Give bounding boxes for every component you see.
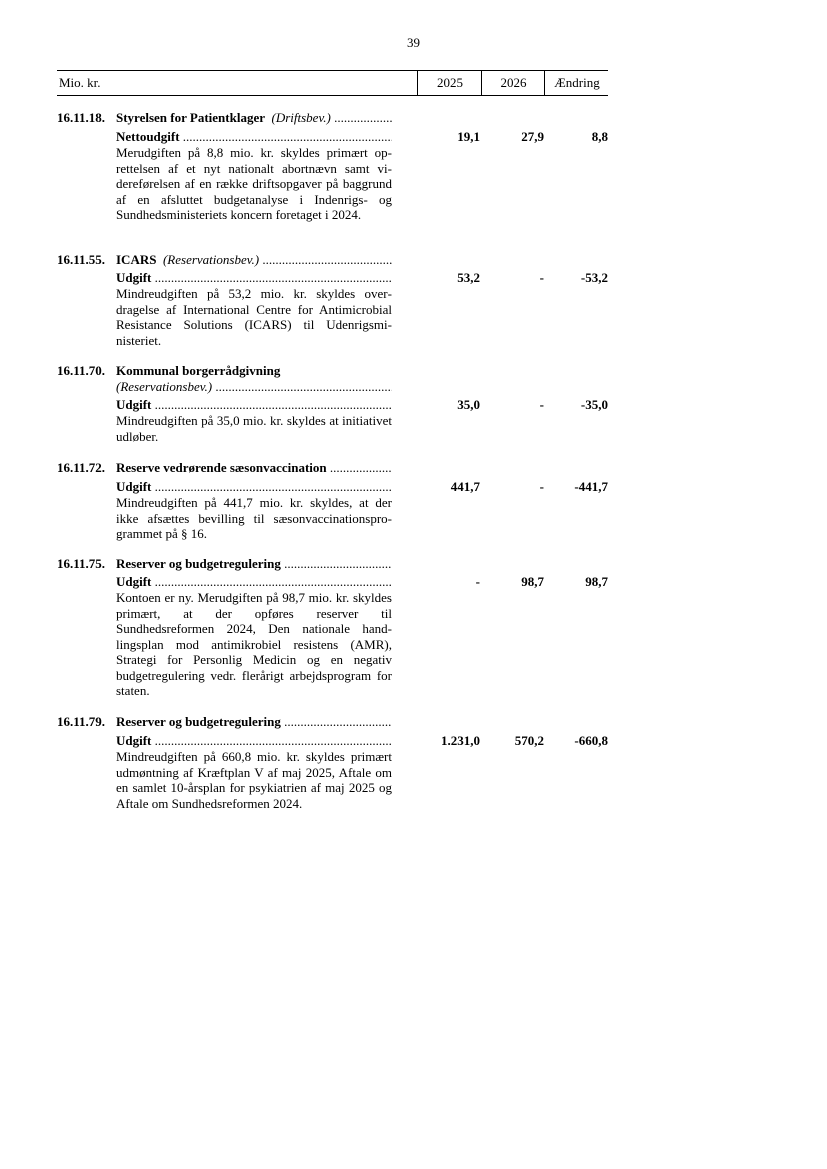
value-change: -35,0 xyxy=(580,397,608,412)
amount-label-line xyxy=(116,270,392,286)
value-change: -441,7 xyxy=(574,479,608,494)
unit-label: Mio. kr. xyxy=(59,75,101,90)
account-title: Reserver og budgetregulering xyxy=(116,714,281,729)
value-change: 8,8 xyxy=(591,129,608,144)
amount-label: Udgift xyxy=(116,479,152,494)
appropriation-type: (Reservationsbev.) xyxy=(162,252,260,267)
account-title: Reserve vedrørende sæsonvaccination xyxy=(116,460,327,475)
amount-label: Udgift xyxy=(116,270,152,285)
value-2025: - xyxy=(475,574,480,589)
value-2026: - xyxy=(539,270,544,285)
account-code: 16.11.75. xyxy=(57,556,106,571)
value-2026: - xyxy=(539,479,544,494)
amount-label-line xyxy=(116,733,392,749)
account-title: Kommunal borgerrådgivning xyxy=(116,363,281,378)
amount-label: Udgift xyxy=(116,733,152,748)
entry-title-line xyxy=(116,556,392,572)
value-2026: 98,7 xyxy=(521,574,544,589)
entry-title-line xyxy=(116,252,392,268)
entry-description: Mindreudgiften på 441,7 mio. kr. skyldes, at der ikke afsættes bevilling til sæsonvaccinationsprogrammet på § 16. xyxy=(116,495,392,541)
value-2026: - xyxy=(539,397,544,412)
column-header-change: Ændring xyxy=(544,71,609,95)
account-code: 16.11.70. xyxy=(57,363,106,378)
entry-title-line xyxy=(116,714,392,730)
amount-label-line xyxy=(116,397,392,413)
value-2026: 570,2 xyxy=(514,733,544,748)
appropriation-type: (Driftsbev.) xyxy=(271,110,331,125)
page-number: 39 xyxy=(407,35,420,50)
amount-label-line xyxy=(116,574,392,590)
account-code: 16.11.18. xyxy=(57,110,106,125)
entry-description: Mindreudgiften på 53,2 mio. kr. skyldes overdragelse af International Centre for Antimicrobial Resistance Solutions (ICARS) til Udenrigsministeriet. xyxy=(116,286,392,348)
value-2025: 53,2 xyxy=(457,270,480,285)
value-2026: 27,9 xyxy=(521,129,544,144)
entry-title-line xyxy=(116,363,392,379)
table-header xyxy=(57,70,608,96)
account-title: Styrelsen for Patientklager xyxy=(116,110,265,125)
column-header-2026: 2026 xyxy=(481,71,545,95)
value-change: 98,7 xyxy=(585,574,608,589)
entry-title-line xyxy=(116,460,392,476)
amount-label-line xyxy=(116,129,392,145)
amount-label: Nettoudgift xyxy=(116,129,180,144)
account-code: 16.11.79. xyxy=(57,714,106,729)
account-title: Reserver og budgetregulering xyxy=(116,556,281,571)
value-2025: 35,0 xyxy=(457,397,480,412)
value-2025: 19,1 xyxy=(457,129,480,144)
value-change: -53,2 xyxy=(580,270,608,285)
account-code: 16.11.55. xyxy=(57,252,106,267)
entry-description: Kontoen er ny. Merudgiften på 98,7 mio. kr. skyldes primært, at der opføres reserver til Sundhedsreformen 2024, Den nationale handlingsplan mod antimikrobiel resistens (AMR), Strategi for Personlig Medicin og en negativ budgetregulering vedr. flerårigt arbejdsprogram for staten. xyxy=(116,590,392,698)
entry-description: Mindreudgiften på 660,8 mio. kr. skyldes primært udmøntning af Kræftplan V af maj 2025, Aftale om en samlet 10-årsplan for psykiatrien af maj 2025 og Aftale om Sundhedsreformen 2024. xyxy=(116,749,392,811)
column-header-2025: 2025 xyxy=(417,71,482,95)
account-title: ICARS xyxy=(116,252,157,267)
value-change: -660,8 xyxy=(574,733,608,748)
appropriation-type: (Reservationsbev.) xyxy=(116,379,213,394)
amount-label: Udgift xyxy=(116,397,152,412)
entry-description: Merudgiften på 8,8 mio. kr. skyldes primært oprettelsen af et nyt nationalt abortnævn samt videreførelsen af en række driftsopgaver på baggrund af en afsluttet budgetanalyse i Indenrigs- og Sundhedsministeriets koncern foretaget i 2024. xyxy=(116,145,392,222)
entry-type-line xyxy=(116,379,392,395)
entry-title-line xyxy=(116,110,392,126)
entry-description: Mindreudgiften på 35,0 mio. kr. skyldes at initiativet udløber. xyxy=(116,413,392,444)
value-2025: 441,7 xyxy=(450,479,480,494)
account-code: 16.11.72. xyxy=(57,460,106,475)
amount-label: Udgift xyxy=(116,574,152,589)
amount-label-line xyxy=(116,479,392,495)
value-2025: 1.231,0 xyxy=(441,733,480,748)
